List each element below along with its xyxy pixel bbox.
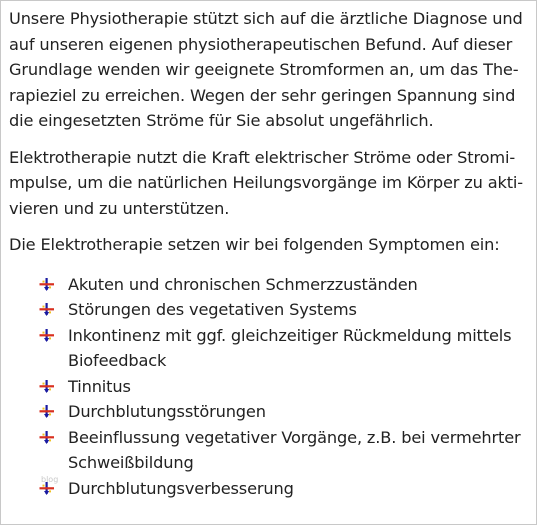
list-item <box>9 297 531 323</box>
list-item-text: Biofeedback <box>68 351 167 370</box>
document-content <box>9 6 531 501</box>
watermark: blog <box>41 475 59 484</box>
paragraph-gap <box>9 134 531 145</box>
list-item <box>9 272 531 298</box>
list-item <box>9 476 531 502</box>
arrow-cross-bullet-icon <box>39 405 55 419</box>
list-item <box>9 399 531 425</box>
text-line: rapieziel zu erreichen. Wegen der sehr geringen Spannung sind <box>9 85 516 105</box>
arrow-cross-bullet-icon <box>39 329 55 343</box>
text-line: vieren und zu unterstützen. <box>9 198 230 218</box>
intro-paragraph <box>9 6 531 134</box>
list-item-text: Durchblutungsstörungen <box>68 402 266 421</box>
list-item <box>9 323 531 374</box>
list-item <box>9 425 531 476</box>
list-item-text: Störungen des vegetativen Systems <box>68 300 357 319</box>
electrotherapy-paragraph <box>9 145 531 222</box>
list-item-text: Tinnitus <box>68 376 131 396</box>
text-line: die eingesetzten Ströme für Sie absolut ungefährlich. <box>9 111 434 130</box>
list-item-text: Inkontinenz mit ggf. gleichzeitiger Rückmeldung mittels <box>68 325 512 345</box>
text-line: Grundlage wenden wir geeignete Stromformen an, um das The- <box>9 60 519 79</box>
paragraph-gap <box>9 221 531 232</box>
arrow-cross-bullet-icon <box>39 303 55 317</box>
arrow-cross-bullet-icon <box>39 380 55 394</box>
list-item-text: Schweißbildung <box>68 453 194 472</box>
list-item <box>9 374 531 400</box>
list-item-text: Akuten und chronischen Schmerzzuständen <box>68 274 418 294</box>
text-line: Unsere Physiotherapie stützt sich auf die ärztliche Diagnose und <box>9 9 523 28</box>
arrow-cross-bullet-icon <box>39 278 55 292</box>
arrow-cross-bullet-icon <box>39 431 55 445</box>
list-item-text: Durchblutungsverbesserung <box>68 478 294 498</box>
text-line: auf unseren eigenen physiotherapeutischen Befund. Auf dieser <box>9 34 513 54</box>
list-item-text: Beeinflussung vegetativer Vorgänge, z.B. bei vermehrter <box>68 427 521 447</box>
list-gap <box>9 258 531 272</box>
text-line: mpulse, um die natürlichen Heilungsvorgänge im Körper zu akti- <box>9 173 523 192</box>
text-line: Elektrotherapie nutzt die Kraft elektrischer Ströme oder Stromi- <box>9 147 516 167</box>
text-line: Die Elektrotherapie setzen wir bei folgenden Symptomen ein: <box>9 235 500 254</box>
symptoms-intro <box>9 232 531 258</box>
symptoms-list <box>9 272 531 502</box>
